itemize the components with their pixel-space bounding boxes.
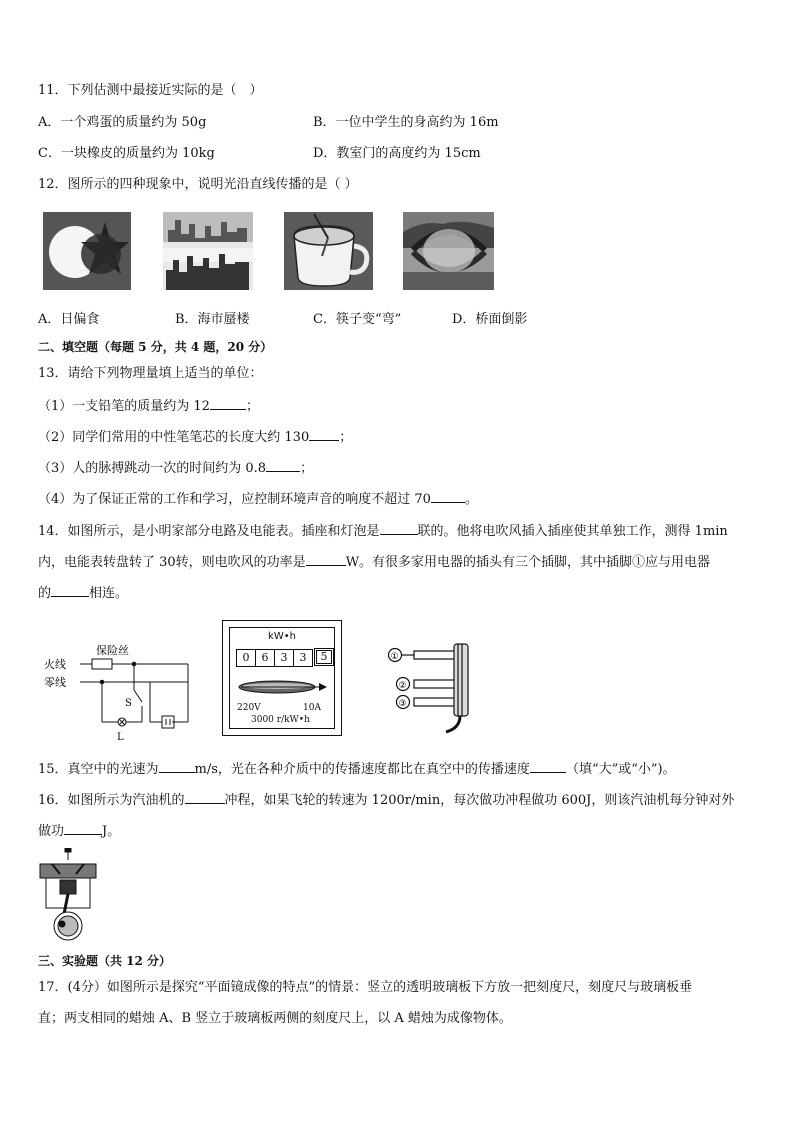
plug-pin-2-label: ② [398,681,407,691]
q14-line-1-tail: 联的。他将电吹风插入插座使其单独工作，测得 1min [417,524,728,539]
eclipse-photo [43,212,131,290]
q13-part-4 [38,490,478,508]
answer-blank[interactable] [64,822,102,835]
fuse-symbol [92,659,112,669]
q15-text: 15．真空中的光速为 [38,762,159,777]
q11-option-d: D．教室门的高度约为 15cm [313,146,481,161]
meter-digits [237,649,332,667]
meter-digit: 3 [274,649,294,667]
q13-part-3-tail: ； [300,461,314,476]
q11-stem: 11．下列估测中最接近实际的是（ ） [38,83,263,98]
q17-line-1: 17．(4分）如图所示是探究“平面镜成像的特点”的情景：竖立的透明玻璃板下方放一把刻度尺，刻度尺与玻璃板垂 [38,980,693,995]
meter-rotor-disc [237,675,329,699]
q14-line-2 [38,553,710,571]
three-pin-plug-diagram [386,640,476,734]
plug-pin-1-label: ① [390,652,399,662]
q11-option-a: A．一个鸡蛋的质量约为 50g [38,115,207,130]
q11-option-b: B．一位中学生的身高约为 16m [313,115,499,130]
household-circuit-diagram [42,640,194,744]
q13-part-1 [38,397,259,415]
q12-option-a: A．日偏食 [38,312,100,327]
q13-part-2-text: （2）同学们常用的中性笔笔芯的长度大约 130 [38,430,310,445]
q13-part-4-tail: 。 [464,492,478,507]
q12-option-c: C．筷子变“弯” [313,312,402,327]
meter-digit: 0 [236,649,256,667]
live-wire-label: 火线 [44,658,66,671]
section-2-heading: 二、填空题（每题 5 分，共 4 题，20 分） [38,340,273,354]
q15-text-tail: （填“大”或“小”)。 [565,762,676,777]
q14-line-3-text: 的 [38,586,52,601]
answer-blank[interactable] [159,760,195,773]
answer-blank[interactable] [530,760,566,773]
q13-part-1-text: （1）一支铅笔的质量约为 12 [38,399,210,414]
answer-blank[interactable] [266,459,300,472]
q13-part-2-tail: ； [339,430,353,445]
q14-line-3-tail: 相连。 [89,586,129,601]
meter-unit-label: kW•h [268,631,296,642]
answer-blank[interactable] [309,428,339,441]
q11-option-c: C．一块橡皮的质量约为 10kg [38,146,215,161]
section-3-heading: 三、实验题（共 12 分） [38,954,172,968]
q16-line-2-tail: J。 [102,824,121,839]
switch-label: S [125,698,132,709]
q14-line-2-text: 内，电能表转盘转了 30转，则电吹风的功率是 [38,555,306,570]
answer-blank[interactable] [380,522,418,535]
q16-line-2 [38,822,120,840]
meter-constant: 3000 r/kW•h [251,715,310,725]
chopsticks-cup-photo [284,212,373,290]
q12-stem: 12．图所示的四种现象中，说明光沿直线传播的是（ ） [38,177,358,192]
q17-line-2: 直；两支相同的蜡烛 A、B 竖立于玻璃板两侧的刻度尺上，以 A 蜡烛为成像物体。 [38,1011,512,1026]
q13-part-3-text: （3）人的脉搏跳动一次的时间约为 0.8 [38,461,267,476]
q15-line [38,760,676,778]
q13-stem: 13．请给下列物理量填上适当的单位： [38,366,263,381]
bridge-reflection-photo [403,212,494,290]
answer-blank[interactable] [185,791,225,804]
q14-line-3 [38,584,128,602]
q13-part-3 [38,459,313,477]
meter-voltage: 220V [237,703,261,713]
meter-digit-decimal: 5 [316,650,332,664]
meter-digit: 3 [293,649,313,667]
q14-line-1 [38,522,728,540]
q16-line-1-text: 16．如图所示为汽油机的 [38,793,185,808]
answer-blank[interactable] [306,553,346,566]
q13-part-1-tail: ； [245,399,259,414]
gasoline-engine-diagram [38,848,98,944]
q14-line-1-text: 14．如图所示，是小明家部分电路及电能表。插座和灯泡是 [38,524,380,539]
neutral-wire-label: 零线 [44,676,66,689]
plug-pin-3-label: ③ [398,699,407,709]
meter-digit: 6 [255,649,275,667]
q15-text-mid: m/s，光在各种介质中的传播速度都比在真空中的传播速度 [194,762,530,777]
q16-line-1-tail: 冲程，如果飞轮的转速为 1200r/min，每次做功冲程做功 600J，则该汽油机每分钟对外 [224,793,735,808]
answer-blank[interactable] [51,584,89,597]
q16-line-1 [38,791,734,809]
lamp-label: L [117,732,124,743]
q16-line-2-text: 做功 [38,824,65,839]
q13-part-4-text: （4）为了保证正常的工作和学习，应控制环境声音的响度不超过 70 [38,492,431,507]
q14-line-2-tail: W。有很多家用电器的插头有三个插脚，其中插脚①应与用电器 [345,555,711,570]
q13-part-2 [38,428,352,446]
q12-option-d: D．桥面倒影 [452,312,528,327]
meter-current: 10A [303,703,321,713]
fuse-label: 保险丝 [96,644,129,657]
q12-option-b: B．海市蜃楼 [175,312,250,327]
answer-blank[interactable] [210,397,246,410]
mirage-photo [163,212,253,290]
answer-blank[interactable] [431,490,465,503]
energy-meter [222,620,342,736]
